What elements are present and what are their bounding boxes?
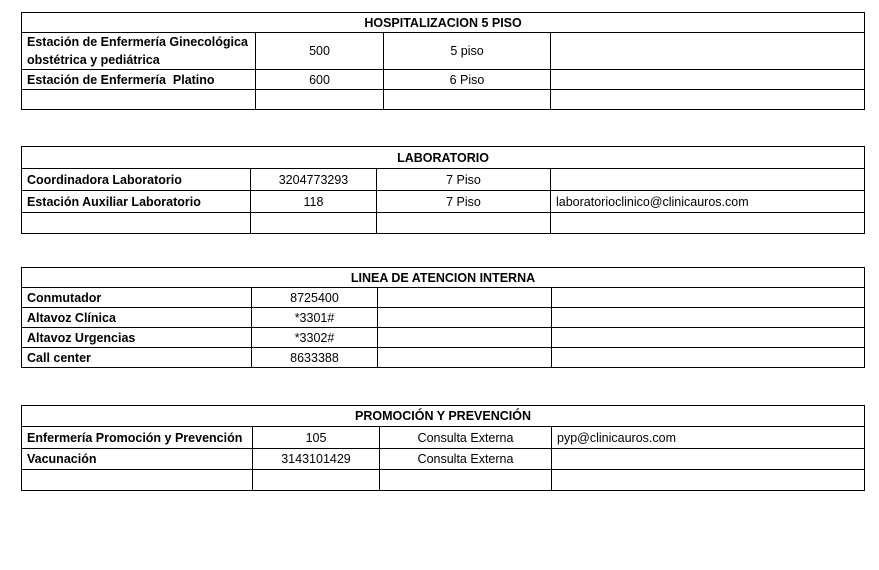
location: 6 Piso [384,70,551,90]
extension: 118 [251,191,377,213]
location [378,348,552,368]
location [377,213,551,234]
table-row [22,470,865,491]
email: pyp@clinicauros.com [552,427,865,449]
email [552,470,865,491]
station-name: Conmutador [22,288,252,308]
location: Consulta Externa [380,427,552,449]
extension [253,470,380,491]
station-name: Estación de Enfermería Platino [22,70,256,90]
promocion-prevencion-table [21,405,865,491]
station-name: Vacunación [22,449,253,470]
table-row [22,328,865,348]
email [552,348,865,368]
section-title: LINEA DE ATENCION INTERNA [22,268,865,288]
email: laboratorioclinico@clinicauros.com [551,191,865,213]
extension: 3143101429 [253,449,380,470]
email [552,449,865,470]
extension: 600 [256,70,384,90]
extension: *3302# [252,328,378,348]
table-row [22,427,865,449]
location [378,328,552,348]
table-header-row [22,13,865,33]
station-name: Enfermería Promoción y Prevención [22,427,253,449]
email [552,328,865,348]
table-header-row [22,406,865,427]
extension [256,90,384,110]
email [551,70,865,90]
hospitalizacion-table [21,12,865,110]
laboratorio-table [21,146,865,234]
table-header-row [22,147,865,169]
location: 5 piso [384,33,551,70]
table-row [22,90,865,110]
table-row [22,449,865,470]
table-header-row [22,268,865,288]
station-name [22,470,253,491]
table-row [22,191,865,213]
extension: *3301# [252,308,378,328]
extension: 500 [256,33,384,70]
station-name: Call center [22,348,252,368]
station-name: Coordinadora Laboratorio [22,169,251,191]
extension [251,213,377,234]
email [551,213,865,234]
email [551,33,865,70]
location [380,470,552,491]
email [551,169,865,191]
table-row [22,308,865,328]
section-title: HOSPITALIZACION 5 PISO [22,13,865,33]
location: 7 Piso [377,191,551,213]
email [552,308,865,328]
station-name [22,90,256,110]
section-title: PROMOCIÓN Y PREVENCIÓN [22,406,865,427]
email [551,90,865,110]
location: 7 Piso [377,169,551,191]
table-row [22,169,865,191]
extension: 105 [253,427,380,449]
station-name [22,213,251,234]
location [384,90,551,110]
section-title: LABORATORIO [22,147,865,169]
table-row [22,288,865,308]
extension: 8633388 [252,348,378,368]
table-row [22,213,865,234]
table-row [22,70,865,90]
extension: 8725400 [252,288,378,308]
station-name: Estación Auxiliar Laboratorio [22,191,251,213]
location [378,308,552,328]
table-row [22,348,865,368]
linea-atencion-table [21,267,865,368]
extension: 3204773293 [251,169,377,191]
email [552,288,865,308]
station-name: Estación de Enfermería Ginecológica obstétrica y pediátrica [22,33,256,70]
station-name: Altavoz Clínica [22,308,252,328]
station-name: Altavoz Urgencias [22,328,252,348]
table-row [22,33,865,70]
location [378,288,552,308]
location: Consulta Externa [380,449,552,470]
